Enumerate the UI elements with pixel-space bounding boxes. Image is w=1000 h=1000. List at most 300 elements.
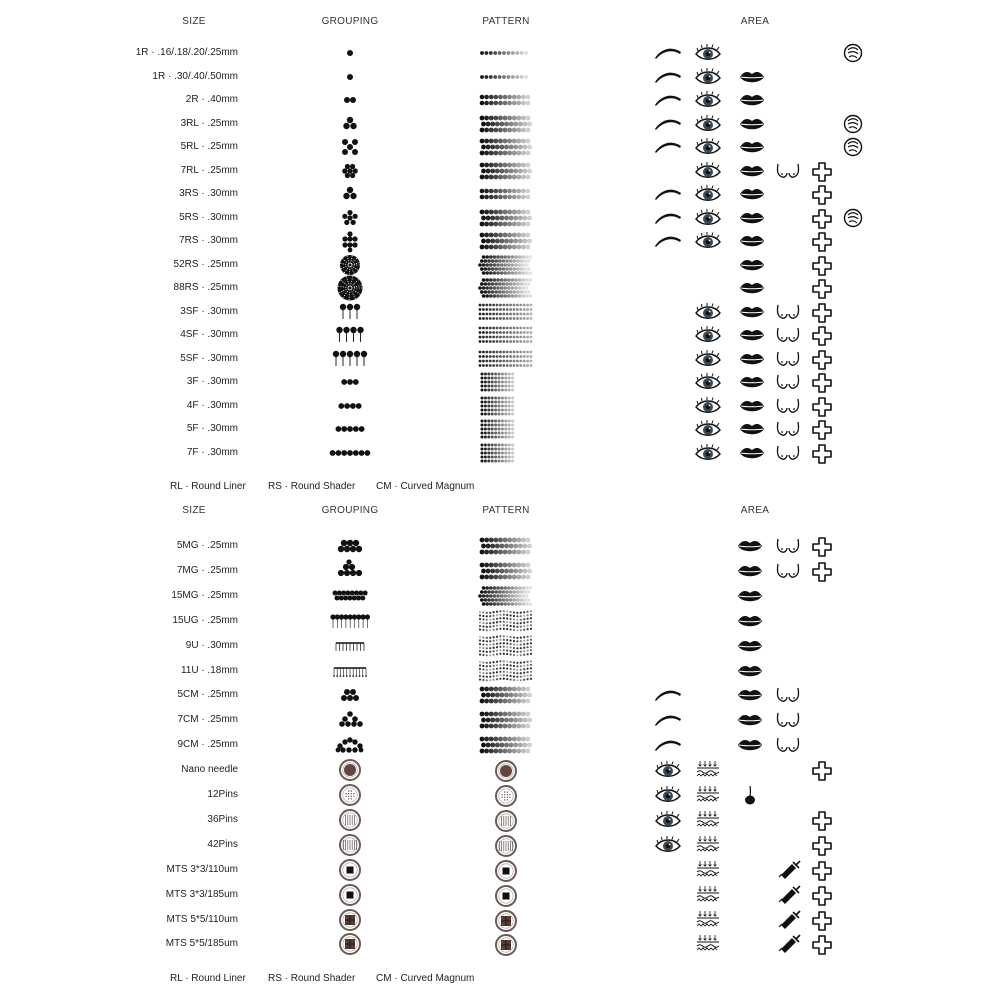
size-label: 3SF · .30mm — [180, 305, 238, 317]
scar-icon — [808, 396, 836, 416]
scar-icon — [808, 835, 836, 855]
scar-icon — [808, 536, 836, 556]
grouping-cell — [330, 395, 370, 417]
eye-icon — [694, 114, 722, 134]
eyebrow-icon — [654, 231, 682, 251]
size-label: 3F · .30mm — [186, 376, 238, 387]
eye-icon — [694, 137, 722, 157]
grouping-icon — [330, 230, 370, 252]
pattern-cell — [478, 396, 534, 416]
size-label: 7CM · .25mm — [177, 714, 238, 726]
grouping-icon — [330, 759, 370, 781]
scar-icon — [808, 278, 836, 298]
area-cell — [738, 114, 766, 134]
area-cell — [774, 910, 802, 930]
grouping-icon — [330, 371, 370, 393]
grouping-icon — [330, 859, 370, 881]
scar-icon — [808, 419, 836, 439]
area-cell — [694, 885, 722, 905]
grouping-icon — [330, 442, 370, 464]
grouping-icon — [330, 113, 370, 135]
area-cell — [694, 810, 722, 830]
area-cell — [738, 90, 766, 110]
area-cell — [808, 161, 836, 181]
area-cell — [738, 208, 766, 228]
area-cell — [694, 835, 722, 855]
lips-icon — [738, 349, 766, 369]
grouping-cell — [330, 418, 370, 440]
scar-icon — [808, 184, 836, 204]
size-label: 4SF · .30mm — [180, 329, 238, 340]
size-label: 15MG · .25mm — [171, 589, 238, 601]
size-label: 11U · .18mm — [180, 664, 238, 676]
area-cell — [808, 885, 836, 905]
eye-icon — [694, 43, 722, 63]
area-cell — [694, 43, 722, 63]
pattern-cell — [478, 184, 534, 204]
area-header: AREA — [740, 16, 770, 27]
grouping-icon — [330, 89, 370, 111]
grouping-cell — [330, 909, 370, 931]
grouping-icon — [330, 207, 370, 229]
grouping-icon — [330, 301, 370, 323]
legend-item: RS · Round Shader — [268, 481, 356, 492]
pattern-cell — [478, 255, 534, 275]
area-cell — [808, 419, 836, 439]
lips-icon — [738, 137, 766, 157]
grouping-icon — [330, 395, 370, 417]
scar-icon — [808, 860, 836, 880]
lips-icon — [738, 90, 766, 110]
lips-icon — [736, 735, 764, 755]
area-cell — [654, 735, 682, 755]
area-header: AREA — [740, 505, 770, 516]
size-label: 5SF · .30mm — [180, 352, 238, 364]
grouping-icon — [330, 324, 370, 346]
scar-icon — [808, 760, 836, 780]
size-label: 5RS · .30mm — [179, 211, 238, 223]
grouping-cell — [330, 254, 370, 276]
area-cell — [774, 710, 802, 730]
lips-icon — [738, 161, 766, 181]
skin-layers-icon — [694, 910, 722, 930]
grouping-icon — [330, 884, 370, 906]
area-cell — [774, 735, 802, 755]
skin-layers-icon — [694, 835, 722, 855]
area-cell — [808, 860, 836, 880]
eyebrow-icon — [654, 90, 682, 110]
size-label: 5MG · .25mm — [176, 540, 238, 551]
legend-item: RL · Round Liner — [170, 973, 246, 984]
area-cell — [736, 611, 764, 631]
grouping-cell — [330, 277, 370, 299]
scar-icon — [808, 810, 836, 830]
scar-icon — [808, 231, 836, 251]
grouping-icon — [330, 933, 370, 955]
area-cell — [654, 760, 682, 780]
area-cell — [654, 810, 682, 830]
lips-icon — [738, 255, 766, 275]
grouping-icon — [330, 809, 370, 831]
pattern-swatch — [478, 611, 534, 631]
area-cell — [654, 710, 682, 730]
size-label: MTS 5*5/110um — [166, 913, 238, 925]
eyebrow-icon — [654, 735, 682, 755]
breast-icon — [774, 396, 802, 416]
eye-icon — [694, 208, 722, 228]
pattern-swatch — [478, 184, 534, 204]
grouping-cell — [330, 207, 370, 229]
area-cell — [694, 934, 722, 954]
area-cell — [694, 372, 722, 392]
breast-icon — [774, 325, 802, 345]
size-label: Nano needle — [181, 764, 238, 776]
breast-icon — [774, 735, 802, 755]
pattern-swatch — [478, 325, 534, 345]
size-label: 9U · .30mm — [185, 639, 238, 651]
pattern-swatch — [478, 161, 534, 181]
pattern-swatch — [478, 443, 534, 463]
eye-icon — [694, 325, 722, 345]
grouping-icon — [330, 909, 370, 931]
pattern-cell — [478, 443, 534, 463]
area-cell — [774, 561, 802, 581]
area-cell — [808, 835, 836, 855]
breast-icon — [774, 419, 802, 439]
lips-icon — [738, 231, 766, 251]
lips-icon — [738, 372, 766, 392]
grouping-icon — [486, 785, 526, 807]
area-cell — [808, 255, 836, 275]
scar-icon — [808, 934, 836, 954]
lips-icon — [738, 419, 766, 439]
grouping-icon — [486, 934, 526, 956]
scar-icon — [808, 885, 836, 905]
eye-icon — [694, 349, 722, 369]
area-cell — [736, 586, 764, 606]
area-cell — [694, 910, 722, 930]
pattern-swatch — [478, 685, 534, 705]
area-cell — [694, 184, 722, 204]
pattern-cell — [478, 67, 534, 87]
grouping-icon — [330, 560, 370, 582]
legend-item: CM · Curved Magnum — [376, 973, 475, 984]
scar-icon — [808, 443, 836, 463]
pattern-swatch — [478, 278, 534, 298]
grouping-cell — [330, 183, 370, 205]
eye-icon — [694, 419, 722, 439]
lips-icon — [738, 67, 766, 87]
area-cell — [694, 396, 722, 416]
area-cell — [808, 810, 836, 830]
breast-icon — [774, 710, 802, 730]
grouping-cell — [330, 89, 370, 111]
area-cell — [774, 934, 802, 954]
scar-icon — [808, 910, 836, 930]
area-cell — [808, 372, 836, 392]
area-cell — [839, 137, 867, 157]
pattern-swatch — [478, 419, 534, 439]
eye-icon — [654, 760, 682, 780]
grouping-header: GROUPING — [321, 505, 379, 516]
eye-icon — [654, 835, 682, 855]
pattern-swatch — [478, 231, 534, 251]
grouping-icon — [486, 885, 526, 907]
grouping-cell — [330, 784, 370, 806]
pattern-cell — [478, 372, 534, 392]
grouping-icon — [330, 784, 370, 806]
area-cell — [808, 349, 836, 369]
pattern-swatch — [478, 137, 534, 157]
area-cell — [839, 114, 867, 134]
eyebrow-icon — [654, 184, 682, 204]
area-cell — [808, 325, 836, 345]
scalp-icon — [839, 43, 867, 63]
area-cell — [774, 349, 802, 369]
size-label: 7RL · .25mm — [180, 164, 238, 176]
syringe-icon — [774, 934, 802, 954]
area-cell — [808, 910, 836, 930]
skin-layers-icon — [694, 934, 722, 954]
grouping-icon — [330, 734, 370, 756]
area-cell — [736, 661, 764, 681]
area-cell — [694, 231, 722, 251]
lips-icon — [738, 208, 766, 228]
size-label: MTS 3*3/110um — [166, 863, 238, 875]
area-cell — [694, 760, 722, 780]
grouping-icon — [330, 42, 370, 64]
area-cell — [654, 114, 682, 134]
scar-icon — [808, 302, 836, 322]
pattern-swatch — [478, 396, 534, 416]
area-cell — [694, 67, 722, 87]
area-cell — [694, 302, 722, 322]
eyebrow-icon — [654, 685, 682, 705]
grouping-icon — [330, 66, 370, 88]
area-cell — [738, 325, 766, 345]
pattern-cell — [478, 611, 534, 631]
pattern-cell — [478, 325, 534, 345]
syringe-icon — [774, 860, 802, 880]
eye-icon — [654, 785, 682, 805]
grouping-icon — [486, 810, 526, 832]
pattern-swatch — [478, 349, 534, 369]
breast-icon — [774, 443, 802, 463]
grouping-cell — [330, 66, 370, 88]
area-cell — [654, 785, 682, 805]
lips-icon — [738, 184, 766, 204]
grouping-icon — [330, 348, 370, 370]
pattern-cell — [486, 934, 526, 956]
area-cell — [654, 184, 682, 204]
area-cell — [736, 536, 764, 556]
eye-icon — [694, 184, 722, 204]
scalp-icon — [839, 114, 867, 134]
area-cell — [774, 443, 802, 463]
pattern-cell — [478, 419, 534, 439]
area-cell — [808, 561, 836, 581]
grouping-cell — [330, 734, 370, 756]
eyebrow-icon — [654, 208, 682, 228]
area-cell — [738, 419, 766, 439]
pattern-cell — [478, 636, 534, 656]
size-label: MTS 5*5/185um — [165, 938, 238, 950]
pattern-cell — [478, 710, 534, 730]
pattern-swatch — [478, 255, 534, 275]
lips-icon — [736, 561, 764, 581]
grouping-cell — [330, 560, 370, 582]
grouping-icon — [330, 834, 370, 856]
pattern-swatch — [478, 710, 534, 730]
grouping-icon — [330, 254, 370, 276]
grouping-icon — [486, 860, 526, 882]
size-label: 9CM · .25mm — [177, 739, 238, 751]
breast-icon — [774, 349, 802, 369]
grouping-cell — [330, 933, 370, 955]
skin-layers-icon — [694, 885, 722, 905]
size-label: 7RS · .30mm — [179, 235, 238, 246]
size-label: 5RL · .25mm — [180, 141, 238, 152]
grouping-cell — [330, 859, 370, 881]
area-cell — [774, 685, 802, 705]
pattern-cell — [486, 785, 526, 807]
area-cell — [738, 372, 766, 392]
pattern-cell — [478, 208, 534, 228]
legend-item: RS · Round Shader — [268, 973, 356, 984]
legend-item: CM · Curved Magnum — [376, 481, 475, 492]
pattern-swatch — [478, 302, 534, 322]
area-cell — [654, 835, 682, 855]
hair-follicle-icon — [736, 785, 764, 805]
size-header: SIZE — [182, 16, 206, 27]
area-cell — [736, 710, 764, 730]
pattern-swatch — [478, 67, 534, 87]
grouping-icon — [330, 585, 370, 607]
scalp-icon — [839, 208, 867, 228]
area-cell — [808, 760, 836, 780]
eyebrow-icon — [654, 710, 682, 730]
pattern-swatch — [478, 536, 534, 556]
lips-icon — [736, 636, 764, 656]
size-label: 12Pins — [207, 789, 238, 800]
breast-icon — [774, 302, 802, 322]
size-label: MTS 3*3/185um — [165, 888, 238, 900]
scar-icon — [808, 349, 836, 369]
pattern-cell — [478, 685, 534, 705]
grouping-cell — [330, 809, 370, 831]
eye-icon — [694, 443, 722, 463]
pattern-cell — [478, 661, 534, 681]
size-label: 7MG · .25mm — [176, 564, 238, 576]
grouping-cell — [330, 160, 370, 182]
area-cell — [654, 137, 682, 157]
grouping-icon — [330, 160, 370, 182]
lips-icon — [736, 661, 764, 681]
area-cell — [738, 396, 766, 416]
pattern-cell — [486, 810, 526, 832]
syringe-icon — [774, 910, 802, 930]
area-cell — [774, 860, 802, 880]
area-cell — [808, 536, 836, 556]
grouping-cell — [330, 301, 370, 323]
pattern-cell — [486, 910, 526, 932]
pattern-cell — [478, 90, 534, 110]
grouping-icon — [486, 910, 526, 932]
area-cell — [839, 43, 867, 63]
area-cell — [808, 302, 836, 322]
area-cell — [808, 278, 836, 298]
grouping-header: GROUPING — [321, 16, 379, 27]
area-cell — [694, 349, 722, 369]
area-cell — [738, 349, 766, 369]
size-header: SIZE — [182, 505, 206, 516]
eye-icon — [654, 810, 682, 830]
pattern-swatch — [478, 43, 534, 63]
eye-icon — [694, 302, 722, 322]
grouping-cell — [330, 442, 370, 464]
pattern-cell — [478, 114, 534, 134]
area-cell — [774, 302, 802, 322]
grouping-cell — [330, 230, 370, 252]
pattern-cell — [486, 885, 526, 907]
area-cell — [694, 443, 722, 463]
eyebrow-icon — [654, 67, 682, 87]
grouping-icon — [330, 684, 370, 706]
area-cell — [738, 255, 766, 275]
pattern-header: PATTERN — [482, 505, 530, 516]
grouping-cell — [330, 635, 370, 657]
area-cell — [774, 885, 802, 905]
area-cell — [774, 161, 802, 181]
breast-icon — [774, 685, 802, 705]
grouping-icon — [330, 709, 370, 731]
area-cell — [738, 302, 766, 322]
area-cell — [808, 184, 836, 204]
pattern-cell — [478, 278, 534, 298]
area-cell — [654, 43, 682, 63]
area-cell — [808, 396, 836, 416]
scalp-icon — [839, 137, 867, 157]
scar-icon — [808, 561, 836, 581]
size-label: 36Pins — [207, 813, 238, 825]
area-cell — [694, 419, 722, 439]
pattern-cell — [478, 735, 534, 755]
area-cell — [808, 231, 836, 251]
lips-icon — [738, 302, 766, 322]
scar-icon — [808, 208, 836, 228]
scar-icon — [808, 255, 836, 275]
grouping-cell — [330, 660, 370, 682]
pattern-cell — [478, 561, 534, 581]
size-label: 1R · .16/.18/.20/.25mm — [135, 47, 238, 58]
pattern-cell — [478, 536, 534, 556]
grouping-icon — [330, 635, 370, 657]
grouping-cell — [330, 884, 370, 906]
pattern-cell — [486, 835, 526, 857]
grouping-cell — [330, 684, 370, 706]
area-cell — [808, 443, 836, 463]
size-label: 3RL · .25mm — [180, 117, 238, 129]
pattern-header: PATTERN — [482, 16, 530, 27]
area-cell — [738, 184, 766, 204]
grouping-icon — [330, 183, 370, 205]
lips-icon — [738, 443, 766, 463]
grouping-cell — [330, 136, 370, 158]
grouping-icon — [330, 418, 370, 440]
grouping-icon — [486, 760, 526, 782]
lips-icon — [738, 396, 766, 416]
pattern-swatch — [478, 90, 534, 110]
